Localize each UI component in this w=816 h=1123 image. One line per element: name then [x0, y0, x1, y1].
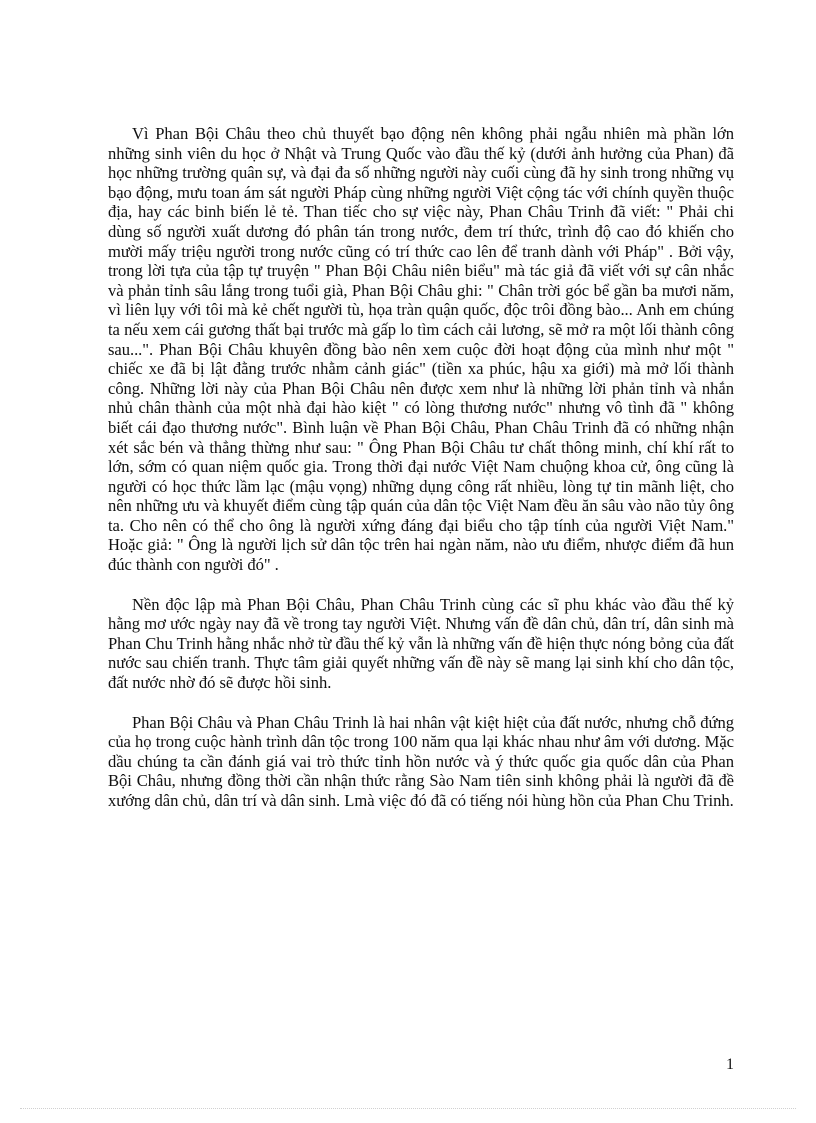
body-text [108, 124, 734, 831]
paragraph-2: Nền độc lập mà Phan Bội Châu, Phan Châu Trinh cùng các sĩ phu khác vào đầu thế kỷ hằng mơ ước ngày nay đã về trong tay người Việt. Nhưng vấn đề dân chủ, dân trí, dân sinh mà Phan Chu Trinh hằng nhắc nhở từ đầu thế kỷ vẫn là những vấn đề hiện thực nóng bỏng của đất nước sau chiến tranh. Thực tâm giải quyết những vấn đề này sẽ mang lại sinh khí cho dân tộc, đất nước nhờ đó sẽ được hồi sinh. [108, 594, 734, 693]
page-bottom-divider [20, 1108, 796, 1109]
paragraph-1: Vì Phan Bội Châu theo chủ thuyết bạo động nên không phải ngẫu nhiên mà phần lớn những sinh viên du học ở Nhật và Trung Quốc vào đầu thế kỷ (dưới ảnh hưởng của Phan) đã học những trường quân sự, và đại đa số những người này cuối cùng đã hy sinh trong những vụ bạo động, mưu toan ám sát người Pháp cùng những người Việt cộng tác với chính quyền thuộc địa, hay các binh biến lẻ tẻ. Than tiếc cho sự việc này, Phan Châu Trinh đã viết: " Phải chi dùng số người xuất dương đó phân tán trong nước, đem trí thức, trình độ cao đó khiến cho mười mấy triệu người trong nước cũng có trí thức cao lên để tranh dành với Pháp" . Bởi vậy, trong lời tựa của tập tự truyện " Phan Bội Châu niên biểu" mà tác giả đã viết với sự cân nhắc và phản tỉnh sâu lắng trong tuổi già, Phan Bội Châu ghi: " Chân trời góc bể gần ba mươi năm, vì liên lụy với tôi mà kẻ chết người tù, họa tràn quận quốc, độc trôi đồng bào... Anh em chúng ta nếu xem cái gương thất bại trước mà gấp lo tìm cách cải lương, sẽ mở ra một lối thành công sau...". Phan Bội Châu khuyên đồng bào nên xem cuộc đời hoạt động của mình như một " chiếc xe đã bị lật đằng trước nhằm cảnh giác" (tiền xa phúc, hậu xa giới) mà mở lối thành công. Những lời này của Phan Bội Châu nên được xem như là những lời phản tỉnh và nhắn nhủ chân thành của một nhà đại hào kiệt " có lòng thương nước" nhưng vô tình đã " không biết cái đạo thương nước". Bình luận về Phan Bội Châu, Phan Châu Trinh đã có những nhận xét sắc bén và thẳng thừng như sau: " Ông Phan Bội Châu tư chất thông minh, chí khí rất to lớn, sớm có quan niệm quốc gia. Trong thời đại nước Việt Nam chuộng khoa cử, ông cũng là người có học thức lầm lạc (mậu vọng) những dụng công rất nhiều, lòng tự tin mãnh liệt, cho nên những ưu và khuyết điểm cùng tập quán của dân tộc Việt Nam đều ăn sâu vào não tủy ông ta. Cho nên có thể cho ông là người xứng đáng đại biểu cho tập tính của người Việt Nam." Hoặc giả: " Ông là người lịch sử dân tộc trên hai ngàn năm, nào ưu điểm, nhược điểm đã hun đúc thành con người đó" . [108, 124, 734, 575]
paragraph-3: Phan Bội Châu và Phan Châu Trinh là hai nhân vật kiệt hiệt của đất nước, nhưng chỗ đứng của họ trong cuộc hành trình dân tộc trong 100 năm qua lại khác nhau như âm với dương. Mặc dầu chúng ta cần đánh giá vai trò thức tỉnh hồn nước và ý thức quốc gia quốc dân của Phan Bội Châu, nhưng đồng thời cần nhận thức rằng Sào Nam tiên sinh không phải là người đã đề xướng dân chủ, dân trí và dân sinh. Lmà việc đó đã có tiếng nói hùng hồn của Phan Chu Trinh. [108, 712, 734, 810]
page-number: 1 [726, 1056, 734, 1073]
